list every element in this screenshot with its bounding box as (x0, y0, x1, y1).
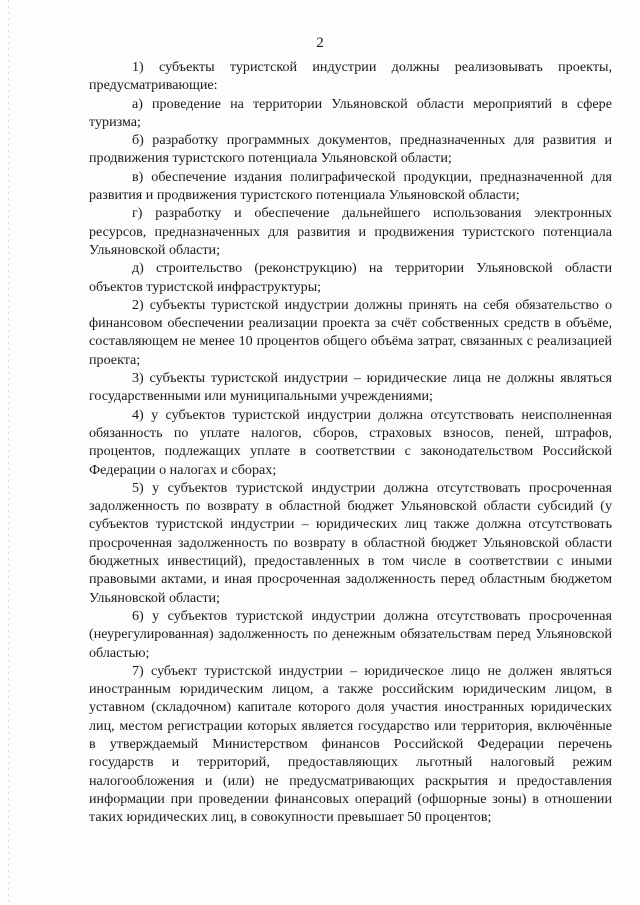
paragraph-subitem-d: д) строительство (реконструкцию) на территории Ульяновской области объектов туристской инфраструктуры; (89, 260, 612, 295)
paragraph-item-1: 1) субъекты туристской индустрии должны реализовывать проекты, предусматривающие: (89, 59, 612, 94)
document-body (89, 58, 612, 826)
paragraph-item-4: 4) у субъектов туристской индустрии должна отсутствовать неисполненная обязанность по уплате налогов, сборов, страховых взносов, пеней, штрафов, процентов, подлежащих уплате в соответствии с законодательством Российской Федерации о налогах и сборах; (89, 406, 612, 478)
page-number: 2 (316, 35, 324, 51)
paragraph-subitem-g: г) разработку и обеспечение дальнейшего использования электронных ресурсов, предназначенных для развития и продвижения туристского потенциала Ульяновской области; (89, 205, 612, 258)
paragraph-item-5: 5) у субъектов туристской индустрии должна отсутствовать просроченная задолженность по возврату в областной бюджет Ульяновской области субсидий (у субъектов туристской индустрии – юридических лиц также должна отсутствовать просроченная задолженность по возврату в областной бюджет Ульяновской области бюджетных инвестиций), предоставленных в том числе в соответствии с иными правовыми актами, и иная просроченная задолженность перед областным бюджетом Ульяновской области; (89, 479, 612, 606)
paragraph-item-6: 6) у субъектов туристской индустрии должна отсутствовать просроченная (неурегулированная) задолженность по денежным обязательствам перед Ульяновской областью; (89, 607, 612, 661)
paragraph-item-2: 2) субъекты туристской индустрии должны принять на себя обязательство о финансовом обеспечении реализации проекта за счёт собственных средств в объёме, составляющем не менее 10 процентов общего объёма затрат, связанных с реализацией проекта; (89, 296, 612, 368)
paragraph-subitem-b: б) разработку программных документов, предназначенных для развития и продвижения туристского потенциала Ульяновской области; (89, 132, 612, 167)
scan-edge-marks (8, 0, 9, 905)
paragraph-item-7: 7) субъект туристской индустрии – юридическое лицо не должен являться иностранным юридическим лицом, а также российским юридическим лицом, в уставном (складочном) капитале которого доля участия иностранных юридических лиц, местом регистрации которых является государство или территория, включённые в утверждаемый Министерством финансов Российской Федерации перечень государств и территорий, предоставляющих льготный налоговый режим налогообложения и (или) не предусматривающих раскрытия и предоставления информации при проведении финансовых операций (офшорные зоны) в отношении таких юридических лиц, в совокупности превышает 50 процентов; (89, 662, 612, 826)
paragraph-subitem-v: в) обеспечение издания полиграфической продукции, предназначенной для развития и продвижения туристского потенциала Ульяновской области; (89, 168, 612, 204)
paragraph-item-3: 3) субъекты туристской индустрии – юридические лица не должны являться государственными или муниципальными учреждениями; (89, 370, 612, 405)
paragraph-subitem-a: а) проведение на территории Ульяновской области мероприятий в сфере туризма; (89, 95, 612, 130)
